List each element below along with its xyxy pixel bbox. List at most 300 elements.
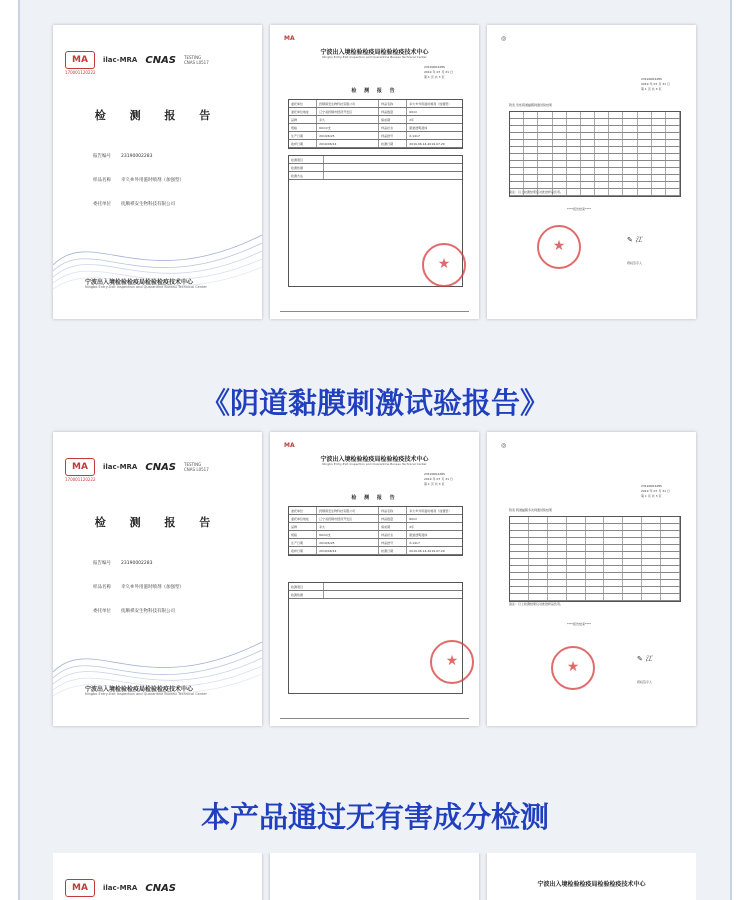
info-cell: 瓶装透明液体 (409, 125, 428, 130)
grid-cell (567, 168, 581, 174)
report-header: 宁波出入境检验检疫局检验检疫技术中心 (320, 49, 429, 56)
grid-row (510, 566, 680, 573)
grid-cell (623, 140, 637, 146)
grid-cell (538, 112, 552, 118)
signer-label: 授权签字人 (627, 261, 643, 265)
grid-cell (567, 538, 586, 544)
grid-cell (642, 580, 661, 586)
info-cell: 收样日期 (289, 140, 317, 147)
grid-cell (652, 182, 666, 188)
grid-cell (538, 119, 552, 125)
headline-2: 本产品通过无有害成分检测 (200, 800, 549, 834)
grid-cell (524, 175, 538, 181)
decorative-wave (53, 205, 262, 319)
grid-row (510, 154, 680, 161)
grid-cell (581, 182, 595, 188)
grid-cell (510, 531, 529, 537)
grid-cell (642, 559, 661, 565)
grid-cell (623, 559, 642, 565)
grid-cell (524, 147, 538, 153)
grid-row (510, 594, 680, 601)
grid-cell (652, 126, 666, 132)
info-cell: 2019.06.14-2019.07.29 (409, 548, 445, 553)
grid-cell (553, 140, 567, 146)
grid-cell (524, 140, 538, 146)
grid-cell (538, 182, 552, 188)
grid-cell (604, 580, 623, 586)
grid-cell (529, 559, 548, 565)
grid-cell (581, 161, 595, 167)
info-cell: 60ml/支 (317, 124, 379, 131)
report-row-2 (53, 432, 696, 726)
grid-row (510, 112, 680, 119)
grid-cell (567, 531, 586, 537)
grid-cell (553, 168, 567, 174)
grid-cell (586, 559, 605, 565)
ilac-logo: ilac-MRA (103, 884, 138, 892)
grid-cell (586, 573, 605, 579)
grid-cell (548, 552, 567, 558)
info-cell: 样品名称 (379, 100, 407, 107)
grid-cell (604, 552, 623, 558)
cover-page (53, 25, 262, 319)
info-row (289, 507, 462, 515)
grid-cell (586, 531, 605, 537)
grid-cell (567, 119, 581, 125)
grid-cell (581, 133, 595, 139)
grid-cell (623, 133, 637, 139)
grid-cell (538, 154, 552, 160)
signature: ✎ 江 (627, 236, 643, 244)
grid-cell (642, 552, 661, 558)
grid-cell (548, 594, 567, 600)
info-cell: 样品状态 (379, 531, 407, 538)
grid-cell (638, 119, 652, 125)
grid-cell (623, 175, 637, 181)
grid-cell (538, 175, 552, 181)
issuer-name: 宁波出入境检验检疫局检验检疫技术中心 (85, 279, 194, 286)
info-cell: 60ml (409, 516, 417, 521)
grid-cell (510, 580, 529, 586)
grid-cell (581, 175, 595, 181)
report-page (487, 853, 696, 900)
grid-cell (581, 126, 595, 132)
cnas-id: TESTING CNAS L0517 (184, 462, 209, 472)
info-cell: 生产日期 (289, 132, 317, 139)
grid-cell (529, 531, 548, 537)
grid-cell (581, 112, 595, 118)
info-row (289, 100, 462, 108)
grid-cell (595, 140, 609, 146)
grid-cell (524, 133, 538, 139)
grid-cell (623, 545, 642, 551)
info-cell: 2年 (409, 117, 415, 122)
info-cell: 委托单位 (289, 100, 317, 107)
grid-cell (567, 517, 586, 523)
report-header: 宁波出入境检验检疫局检验检疫技术中心 (320, 456, 429, 463)
grid-row (510, 119, 680, 126)
grid-cell (666, 154, 680, 160)
grid-cell (623, 524, 642, 530)
report-row-1 (53, 25, 696, 319)
info-cell: 委托单位地址 (289, 108, 317, 115)
grid-row (510, 168, 680, 175)
remark: 备注：以上检测结果仅对此批样品负责。 (509, 190, 564, 194)
issuer-name-en: Ningbo Entry-Exit Inspection and Quarantine Bureau Technical Center (85, 692, 207, 696)
grid-cell (548, 566, 567, 572)
grid-cell (666, 112, 680, 118)
grid-cell (661, 545, 680, 551)
grid-cell (604, 594, 623, 600)
info-cell: 生产日期 (289, 539, 317, 546)
cnas-logo: CNAS (145, 461, 177, 473)
grid-cell (623, 566, 642, 572)
grid-cell (595, 126, 609, 132)
grid-cell (666, 168, 680, 174)
info-cell: 2019.06.14-2019.07.29 (409, 141, 445, 146)
grid-cell (586, 552, 605, 558)
info-cell: 样品数量 (379, 108, 407, 115)
grid-cell (623, 552, 642, 558)
grid-cell (567, 559, 586, 565)
info-cell: X-1417 (409, 133, 420, 138)
grid-cell (586, 587, 605, 593)
result-table: 检测项目 检测依据 (288, 582, 463, 694)
grid-cell (652, 119, 666, 125)
grid-cell (661, 594, 680, 600)
grid-cell (510, 524, 529, 530)
info-cell: 样品状态 (379, 124, 407, 131)
grid-cell (623, 126, 637, 132)
grid-cell (529, 587, 548, 593)
grid-cell (623, 538, 642, 544)
grid-cell (567, 552, 586, 558)
grid-cell (524, 112, 538, 118)
report-title: 检 测 报 告 (351, 495, 398, 501)
grid-cell (553, 175, 567, 181)
grid-cell (609, 154, 623, 160)
decorative-wave (53, 612, 262, 726)
grid-cell (609, 182, 623, 188)
headline-1: 《阴道黏膜刺激试验报告》 (200, 386, 549, 420)
grid-cell (623, 161, 637, 167)
grid-cell (567, 566, 586, 572)
grid-cell (529, 517, 548, 523)
grid-cell (529, 566, 548, 572)
grid-cell (652, 133, 666, 139)
grid-cell (623, 189, 637, 195)
grid-cell (529, 580, 548, 586)
info-cell: 品牌 (289, 523, 317, 530)
grid-cell (567, 580, 586, 586)
grid-cell (638, 140, 652, 146)
grid-cell (652, 161, 666, 167)
grid-cell (604, 573, 623, 579)
grid-cell (666, 175, 680, 181)
info-cell: 60ml/支 (317, 531, 379, 538)
grid-cell (524, 126, 538, 132)
info-table (288, 99, 463, 149)
appendix-table (509, 516, 681, 602)
grid-cell (586, 517, 605, 523)
grid-cell (538, 133, 552, 139)
info-cell: 2019/06/14 (317, 547, 379, 554)
grid-cell (538, 168, 552, 174)
grid-cell (595, 175, 609, 181)
grid-cell (581, 147, 595, 153)
grid-cell (666, 119, 680, 125)
info-cell: 保质期 (379, 116, 407, 123)
grid-cell (595, 147, 609, 153)
grid-cell (510, 573, 529, 579)
report-header-en: Ningbo Entry-Exit Inspection and Quarantine Bureau Technical Center (322, 462, 427, 466)
grid-cell (609, 126, 623, 132)
grid-cell (586, 566, 605, 572)
official-stamp (537, 225, 581, 269)
grid-cell (510, 182, 524, 188)
grid-cell (623, 119, 637, 125)
grid-cell (623, 112, 637, 118)
info-cell: 幸久®外用滋时喷剂（加强型） (409, 508, 452, 513)
grid-cell (609, 175, 623, 181)
official-stamp (422, 243, 466, 287)
grid-row (510, 175, 680, 182)
grid-cell (510, 112, 524, 118)
grid-cell (652, 112, 666, 118)
grid-cell (510, 587, 529, 593)
grid-cell (548, 524, 567, 530)
grid-cell (604, 517, 623, 523)
report-title: 检 测 报 告 (351, 88, 398, 94)
grid-cell (666, 133, 680, 139)
grid-cell (567, 112, 581, 118)
info-row (289, 124, 462, 132)
ilac-logo: ilac-MRA (103, 56, 138, 64)
grid-cell (638, 154, 652, 160)
official-stamp (551, 646, 595, 690)
grid-cell (567, 189, 581, 195)
grid-cell (553, 182, 567, 188)
info-cell: 规格 (289, 531, 317, 538)
grid-cell (567, 545, 586, 551)
grid-cell (548, 573, 567, 579)
grid-cell (548, 580, 567, 586)
cma-number: 170001120222 (65, 477, 96, 482)
grid-cell (666, 182, 680, 188)
cma-logo: MA (65, 879, 95, 897)
info-cell: 60ml (409, 109, 417, 114)
info-cell: 幸久®外用滋时喷剂（加强型） (409, 101, 452, 106)
grid-cell (567, 147, 581, 153)
grid-cell (553, 154, 567, 160)
grid-cell (623, 517, 642, 523)
grid-row (510, 517, 680, 524)
info-cell: 2019/06/14 (317, 140, 379, 147)
grid-cell (586, 524, 605, 530)
cma-logo: MA (284, 442, 295, 449)
grid-cell (661, 517, 680, 523)
grid-cell (581, 189, 595, 195)
info-cell: 委托单位 (289, 507, 317, 514)
grid-cell (567, 133, 581, 139)
grid-cell (567, 161, 581, 167)
grid-cell (548, 517, 567, 523)
grid-row (510, 538, 680, 545)
grid-cell (642, 517, 661, 523)
grid-cell (666, 147, 680, 153)
report-page (270, 25, 479, 319)
report-no: 报告编号 23190002283 (93, 561, 153, 566)
grid-cell (638, 147, 652, 153)
grid-cell (661, 552, 680, 558)
ciq-logo: ◎ (501, 35, 507, 42)
grid-cell (652, 154, 666, 160)
grid-cell (524, 168, 538, 174)
grid-cell (642, 573, 661, 579)
info-cell: 辽宁省抚顺市经济开发区 (317, 515, 379, 522)
grid-cell (524, 154, 538, 160)
issuer-name: 宁波出入境检验检疫局检验检疫技术中心 (85, 686, 194, 693)
grid-cell (567, 154, 581, 160)
grid-cell (567, 126, 581, 132)
grid-cell (586, 594, 605, 600)
info-cell: 抚顺祺安生物科技有限公司 (317, 100, 379, 107)
report-header: 宁波出入境检验检疫局检验检疫技术中心 (537, 881, 646, 888)
grid-cell (548, 559, 567, 565)
grid-row (510, 531, 680, 538)
ciq-logo: ◎ (501, 442, 507, 449)
grid-cell (661, 559, 680, 565)
grid-cell (609, 147, 623, 153)
grid-cell (524, 161, 538, 167)
grid-cell (623, 573, 642, 579)
info-row (289, 140, 462, 148)
info-cell: 2019/6/25 (317, 539, 379, 546)
grid-cell (529, 524, 548, 530)
cma-logo: MA (65, 51, 95, 69)
grid-cell (567, 524, 586, 530)
grid-cell (538, 161, 552, 167)
grid-cell (609, 189, 623, 195)
info-cell: 瓶装透明液体 (409, 532, 428, 537)
cert-logos (65, 51, 209, 69)
grid-cell (567, 587, 586, 593)
grid-cell (661, 573, 680, 579)
report-meta: 2319000228S 2019 年 07 月 31 日 第 1 页 共 3 页 (423, 472, 453, 486)
grid-cell (548, 587, 567, 593)
info-cell: 幸久 (317, 523, 379, 530)
grid-cell (548, 531, 567, 537)
grid-row (510, 545, 680, 552)
grid-cell (510, 126, 524, 132)
grid-cell (553, 161, 567, 167)
grid-cell (666, 161, 680, 167)
signature: ✎ 江 (637, 655, 653, 663)
cover-page (53, 432, 262, 726)
grid-cell (567, 182, 581, 188)
grid-cell (652, 168, 666, 174)
grid-cell (604, 559, 623, 565)
cover-title: 检 测 报 告 (94, 109, 221, 122)
client-name: 委托单位 抚顺祺安生物科技有限公司 (93, 202, 175, 207)
grid-cell (538, 126, 552, 132)
grid-cell (510, 594, 529, 600)
grid-cell (609, 168, 623, 174)
info-row (289, 116, 462, 124)
grid-cell (510, 517, 529, 523)
appendix-title: 附表 急性阴道黏膜刺激试验结果 (509, 103, 552, 107)
grid-cell (652, 189, 666, 195)
grid-cell (529, 573, 548, 579)
grid-cell (595, 119, 609, 125)
end-mark: ****报告结束**** (567, 207, 592, 211)
grid-row (510, 161, 680, 168)
grid-cell (524, 119, 538, 125)
grid-cell (609, 161, 623, 167)
ilac-logo: ilac-MRA (103, 463, 138, 471)
grid-row (510, 140, 680, 147)
grid-cell (595, 182, 609, 188)
info-cell: 样品数量 (379, 515, 407, 522)
report-page (270, 432, 479, 726)
grid-cell (604, 531, 623, 537)
grid-cell (604, 545, 623, 551)
signer-label: 授权签字人 (637, 680, 653, 684)
grid-cell (510, 161, 524, 167)
grid-cell (581, 140, 595, 146)
grid-row (510, 573, 680, 580)
grid-cell (661, 531, 680, 537)
grid-cell (652, 175, 666, 181)
grid-cell (638, 182, 652, 188)
grid-cell (510, 538, 529, 544)
grid-cell (510, 154, 524, 160)
cert-logos (65, 458, 209, 476)
grid-cell (595, 189, 609, 195)
grid-cell (609, 112, 623, 118)
grid-row (510, 126, 680, 133)
result-table: 检测项目 检测依据 检测方法 (288, 155, 463, 287)
info-cell: 抚顺祺安生物科技有限公司 (317, 507, 379, 514)
appendix-table (509, 111, 681, 197)
cma-number: 170001120222 (65, 70, 96, 75)
grid-cell (553, 119, 567, 125)
report-header-en: Ningbo Entry-Exit Inspection and Quarantine Bureau Technical Center (322, 55, 427, 59)
info-cell: 2019/6/25 (317, 132, 379, 139)
grid-row (510, 580, 680, 587)
grid-cell (604, 524, 623, 530)
grid-cell (661, 580, 680, 586)
grid-cell (510, 119, 524, 125)
end-mark: ****报告结束**** (567, 622, 592, 626)
info-cell: 辽宁省抚顺市经济开发区 (317, 108, 379, 115)
grid-cell (642, 538, 661, 544)
info-row (289, 108, 462, 116)
cnas-logo: CNAS (145, 882, 177, 894)
info-row (289, 539, 462, 547)
grid-row (510, 524, 680, 531)
grid-cell (553, 133, 567, 139)
sample-name: 样品名称 幸久®外用滋时喷剂（加强型） (93, 178, 184, 183)
grid-cell (604, 566, 623, 572)
grid-cell (652, 147, 666, 153)
cnas-id: TESTING CNAS L0517 (184, 55, 209, 65)
grid-cell (586, 580, 605, 586)
grid-cell (623, 182, 637, 188)
appendix-page (487, 432, 696, 726)
info-cell: 2年 (409, 524, 415, 529)
grid-cell (595, 133, 609, 139)
